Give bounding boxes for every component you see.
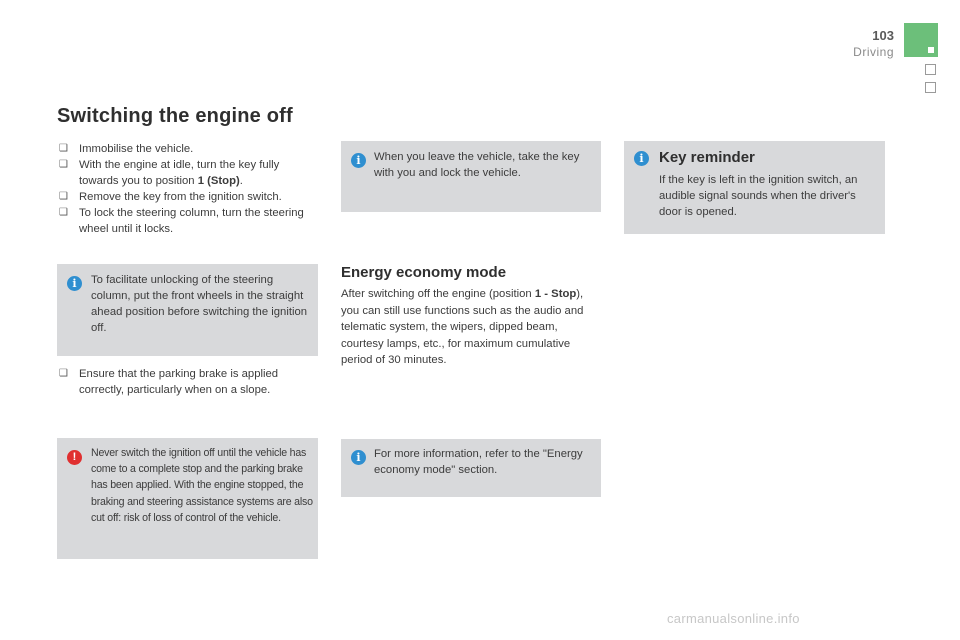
key-reminder-box [624, 141, 885, 234]
section-label: Driving [853, 45, 894, 59]
key-reminder-title: Key reminder [659, 149, 755, 166]
warning-icon: ! [67, 450, 82, 465]
bullet-marker-icon: ❑ [59, 159, 68, 170]
page-title: Switching the engine off [57, 105, 293, 127]
bullet-marker-icon: ❑ [59, 207, 68, 218]
watermark: carmanualsonline.info [667, 611, 800, 626]
list-item: ❑ Immobilise the vehicle. [59, 143, 194, 155]
list-item: ❑ To lock the steering column, turn the steering wheel until it locks. [59, 207, 304, 235]
info-text: For more information, refer to the "Energy economy mode" section. [374, 448, 583, 476]
bullet-list-parking [57, 366, 315, 398]
section-tab-active[interactable] [904, 23, 938, 57]
bullet-marker-icon: ❑ [59, 368, 68, 379]
page-number: 103 [872, 28, 894, 43]
info-icon: i [67, 276, 82, 291]
list-item: ❑ With the engine at idle, turn the key fully towards you to position 1 (Stop). [59, 159, 280, 187]
info-box-unlock [57, 264, 318, 356]
info-icon: i [351, 153, 366, 168]
info-box-more [341, 439, 601, 497]
energy-text: After switching off the engine (position 1 - Stop), you can still use functions such as the audio and telematic system, the wipers, dipped beam, courtesy lamps, etc., for maximum cumulative period of 30 minutes. [341, 288, 584, 366]
bullet-marker-icon: ❑ [59, 143, 68, 154]
info-text: When you leave the vehicle, take the key with you and lock the vehicle. [374, 151, 580, 179]
section-tab-empty[interactable] [925, 82, 936, 93]
bullet-marker-icon: ❑ [59, 191, 68, 202]
info-box-leave [341, 141, 601, 212]
info-icon: i [634, 151, 649, 166]
info-text: To facilitate unlocking of the steering column, put the front wheels in the straight ahead position before switching the ignition off. [91, 274, 308, 334]
section-tab-empty[interactable] [925, 64, 936, 75]
warning-box [57, 438, 318, 559]
info-icon: i [351, 450, 366, 465]
tab-square-icon [928, 47, 934, 53]
key-reminder-text: If the key is left in the ignition switch, an audible signal sounds when the driver's door is opened. [659, 174, 858, 218]
list-item: ❑ Remove the key from the ignition switch. [59, 191, 282, 203]
warning-text: Never switch the ignition off until the vehicle has come to a complete stop and the parking brake has been applied. With the engine stopped, the braking and steering assistance systems are also cut off: risk of loss of control of the vehicle. [91, 447, 313, 524]
bullet-list-steps [57, 141, 315, 237]
section-title-energy: Energy economy mode [341, 264, 507, 281]
list-item: ❑ Ensure that the parking brake is applied correctly, particularly when on a slope. [59, 368, 279, 396]
